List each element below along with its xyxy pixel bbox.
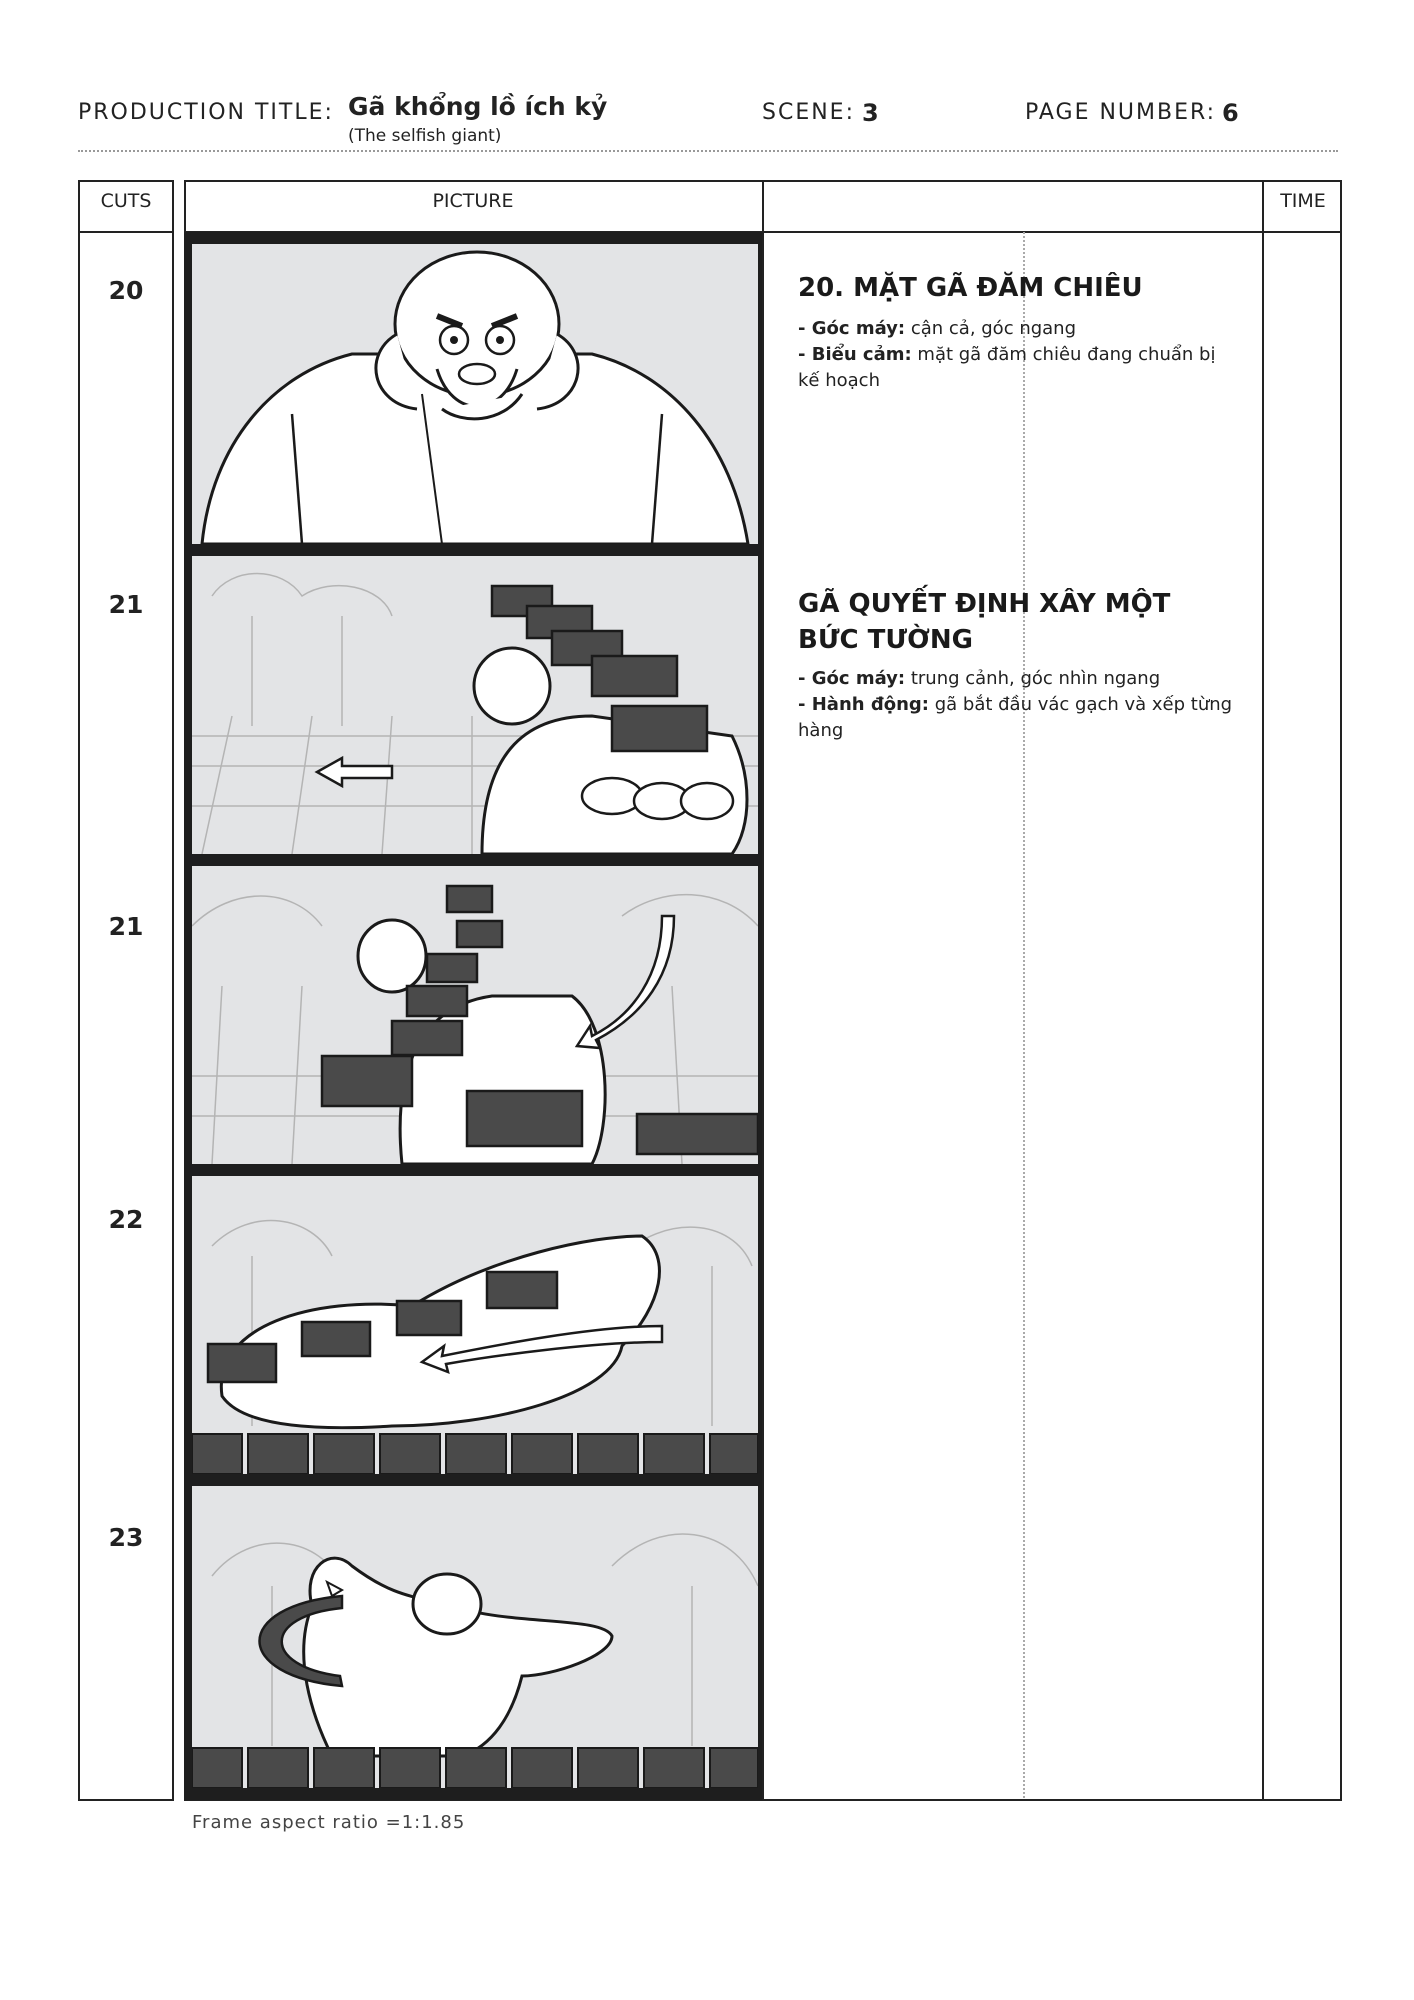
production-subtitle: (The selfish giant) [348, 126, 502, 146]
frame-aspect-ratio: Frame aspect ratio =1:1.85 [192, 1812, 466, 1833]
storyboard-frame-3 [192, 866, 758, 1164]
storyboard-frame-5 [192, 1486, 758, 1788]
scene-number: 3 [862, 99, 879, 127]
note-label: - Hành động: [798, 694, 929, 715]
note-label: - Biểu cảm: [798, 344, 912, 365]
notes-center-guide [1023, 232, 1025, 1798]
shot-notes [798, 666, 1238, 744]
production-title-label: PRODUCTION TITLE: [78, 100, 334, 125]
note-text: cận cả, góc ngang [905, 318, 1077, 339]
page-number: 6 [1222, 99, 1239, 127]
cut-number: 21 [108, 912, 144, 941]
cut-number: 23 [108, 1523, 144, 1552]
cut-number: 21 [108, 590, 144, 619]
giant-laying-bricks-drawing [192, 1176, 758, 1474]
note-text: gã bắt đầu vác gạch và xếp từng hàng [798, 694, 1233, 741]
shot-title: 20. MẶT GÃ ĐĂM CHIÊU [798, 273, 1143, 303]
giant-closeup-drawing [192, 244, 758, 544]
cut-number: 22 [108, 1205, 144, 1234]
note-label: - Góc máy: [798, 318, 906, 339]
scene-label: SCENE: [762, 100, 855, 125]
giant-carrying-bricks-drawing [192, 556, 758, 854]
page-number-label: PAGE NUMBER: [1025, 100, 1217, 125]
header-divider [78, 150, 1338, 152]
cuts-column [78, 231, 174, 1801]
storyboard-frame-2 [192, 556, 758, 854]
giant-stacking-bricks-drawing [192, 866, 758, 1164]
note-line [798, 666, 1238, 692]
shot-notes [798, 316, 1238, 394]
note-line [798, 316, 1238, 342]
giant-turning-drawing [192, 1486, 758, 1788]
picture-column-header: PICTURE [432, 190, 514, 212]
storyboard-frame-4 [192, 1176, 758, 1474]
cut-number: 20 [108, 276, 144, 305]
picture-column-divider [762, 180, 764, 1801]
cuts-column-header: CUTS [100, 190, 152, 212]
production-title: Gã khổng lồ ích kỷ [348, 92, 608, 121]
shot-title: GÃ QUYẾT ĐỊNH XÂY MỘT BỨC TƯỜNG [798, 589, 1171, 655]
note-text: mặt gã đăm chiêu đang chuẩn bị kế hoạch [798, 344, 1216, 391]
storyboard-frame-1 [192, 244, 758, 544]
note-label: - Góc máy: [798, 668, 906, 689]
note-line [798, 342, 1238, 394]
time-column-divider [1262, 180, 1264, 1801]
note-line [798, 692, 1238, 744]
note-text: trung cảnh, góc nhìn ngang [905, 668, 1161, 689]
time-column-header: TIME [1280, 190, 1326, 212]
